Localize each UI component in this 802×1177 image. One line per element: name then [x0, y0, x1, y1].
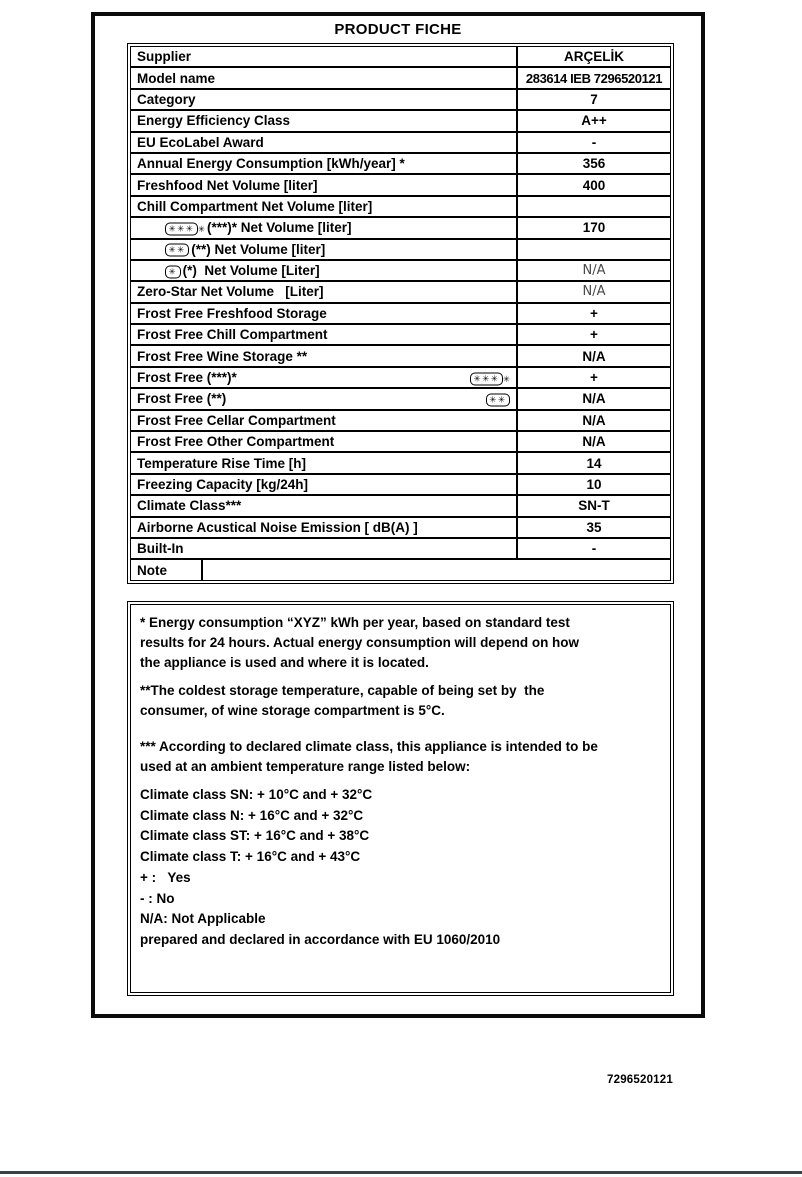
table-row [131, 518, 670, 539]
row-value: SN-T [516, 496, 670, 515]
row-value: N/A [516, 411, 670, 430]
row-value: + [516, 368, 670, 387]
table-row [131, 197, 670, 218]
row-value: N/A [516, 432, 670, 451]
table-row [131, 411, 670, 432]
row-value: 400 [516, 175, 670, 194]
table-row [131, 90, 670, 111]
table-row [131, 154, 670, 175]
row-label-text: (***)* Net Volume [liter] [207, 220, 352, 236]
row-value: N/A [516, 346, 670, 365]
row-label [131, 370, 516, 386]
row-label: Freezing Capacity [kg/24h] [137, 477, 309, 492]
row-label: Chill Compartment Net Volume [liter] [137, 198, 373, 214]
page-title: PRODUCT FICHE [334, 21, 462, 38]
row-label: Airborne Acustical Noise Emission [ dB(A) ] [137, 519, 418, 535]
page-bottom-rule [0, 1171, 802, 1174]
table-row [131, 539, 670, 560]
footnote-line: * Energy consumption “XYZ” kWh per year, based on standard test [140, 615, 570, 630]
two-star-freezer-icon: ✳✳ [486, 391, 510, 407]
three-star-plus-one-freezer-icon: ✳✳✳ ✳ [470, 370, 510, 386]
row-label: Supplier [137, 49, 192, 65]
row-label: Energy Efficiency Class [137, 113, 291, 129]
legend-na-line: N/A: Not Applicable [140, 911, 266, 927]
row-label: Freshfood Net Volume [liter] [137, 177, 318, 193]
row-value: 170 [516, 218, 670, 237]
row-label-text: (*) Net Volume [Liter] [182, 263, 320, 279]
row-value: - [516, 133, 670, 152]
three-star-plus-one-freezer-icon: ✳✳✳ ✳ [165, 220, 205, 236]
one-star-freezer-icon: ✳ [165, 263, 181, 279]
row-label-text: Frost Free (***)* [137, 370, 237, 386]
row-label: Zero-Star Net Volume [Liter] [137, 284, 324, 300]
product-fiche-table [127, 43, 674, 584]
row-label-text: (**) Net Volume [liter] [191, 241, 326, 257]
row-label: Annual Energy Consumption [kWh/year] * [137, 156, 405, 172]
row-value: A++ [516, 111, 670, 130]
table-row [131, 68, 670, 89]
table-row [131, 304, 670, 325]
climate-class-line: Climate class SN: + 10°C and + 32°C [140, 787, 373, 802]
row-label: Category [137, 91, 196, 107]
row-label: Climate Class*** [137, 498, 242, 514]
regulation-line: prepared and declared in accordance with EU 1060/2010 [140, 931, 501, 947]
table-row-note [131, 560, 670, 579]
table-row [131, 282, 670, 303]
row-value: N/A [516, 389, 670, 408]
table-row [131, 432, 670, 453]
table-row [131, 175, 670, 196]
table-row [131, 218, 670, 239]
row-value: + [516, 325, 670, 344]
row-value: 10 [516, 475, 670, 494]
row-label: Frost Free Other Compartment [137, 434, 335, 450]
product-fiche-page [91, 12, 705, 1018]
row-value [516, 197, 670, 216]
row-label [131, 220, 516, 236]
two-star-freezer-icon: ✳✳ [165, 241, 189, 257]
footnote-line: results for 24 hours. Actual energy consumption will depend on how [140, 635, 580, 650]
row-label: Frost Free Freshfood Storage [137, 305, 327, 321]
row-label: EU EcoLabel Award [137, 134, 264, 150]
table-row [131, 325, 670, 346]
table-row [131, 453, 670, 474]
row-value: 356 [516, 154, 670, 173]
table-row [131, 261, 670, 282]
row-value: ARÇELİK [516, 47, 670, 66]
table-row [131, 389, 670, 410]
document-part-number: 7296520121 [607, 1074, 673, 1086]
row-value: 35 [516, 518, 670, 537]
table-row [131, 111, 670, 132]
table-row [131, 346, 670, 367]
table-row [131, 475, 670, 496]
table-row [131, 496, 670, 517]
row-label [131, 263, 516, 279]
row-value: N/A [516, 282, 670, 301]
climate-class-line: Climate class T: + 16°C and + 43°C [140, 849, 361, 865]
footnotes-box [127, 601, 674, 996]
footnote-line: used at an ambient temperature range listed below: [140, 759, 471, 774]
row-label: Built-In [137, 541, 184, 557]
row-label: Model name [137, 70, 216, 86]
table-row [131, 47, 670, 68]
legend-yes-line: + : Yes [140, 869, 191, 885]
footnote-line: the appliance is used and where it is located. [140, 655, 429, 670]
row-label: Temperature Rise Time [h] [137, 455, 307, 471]
table-row [131, 133, 670, 154]
row-value: + [516, 304, 670, 323]
row-value: 14 [516, 453, 670, 472]
note-label: Note [131, 560, 203, 579]
row-label: Frost Free Cellar Compartment [137, 412, 336, 428]
row-value: - [516, 539, 670, 558]
row-label [131, 241, 516, 257]
table-row [131, 240, 670, 261]
row-label [131, 391, 516, 407]
climate-class-line: Climate class ST: + 16°C and + 38°C [140, 828, 370, 844]
row-label: Frost Free Chill Compartment [137, 327, 328, 343]
row-value: 7 [516, 90, 670, 109]
legend-no-line: - : No [140, 890, 175, 906]
footnote-line: *** According to declared climate class, this appliance is intended to be [140, 739, 598, 754]
footnote-line: **The coldest storage temperature, capable of being set by the [140, 683, 545, 698]
row-value: 283614 IEB 7296520121 [516, 68, 670, 87]
table-row [131, 368, 670, 389]
row-label-text: Frost Free (**) [137, 391, 227, 407]
footnote-line: consumer, of wine storage compartment is 5°C. [140, 703, 445, 718]
row-value: N/A [516, 261, 670, 280]
climate-class-line: Climate class N: + 16°C and + 32°C [140, 807, 364, 823]
row-value [516, 240, 670, 259]
row-label: Frost Free Wine Storage ** [137, 348, 308, 364]
